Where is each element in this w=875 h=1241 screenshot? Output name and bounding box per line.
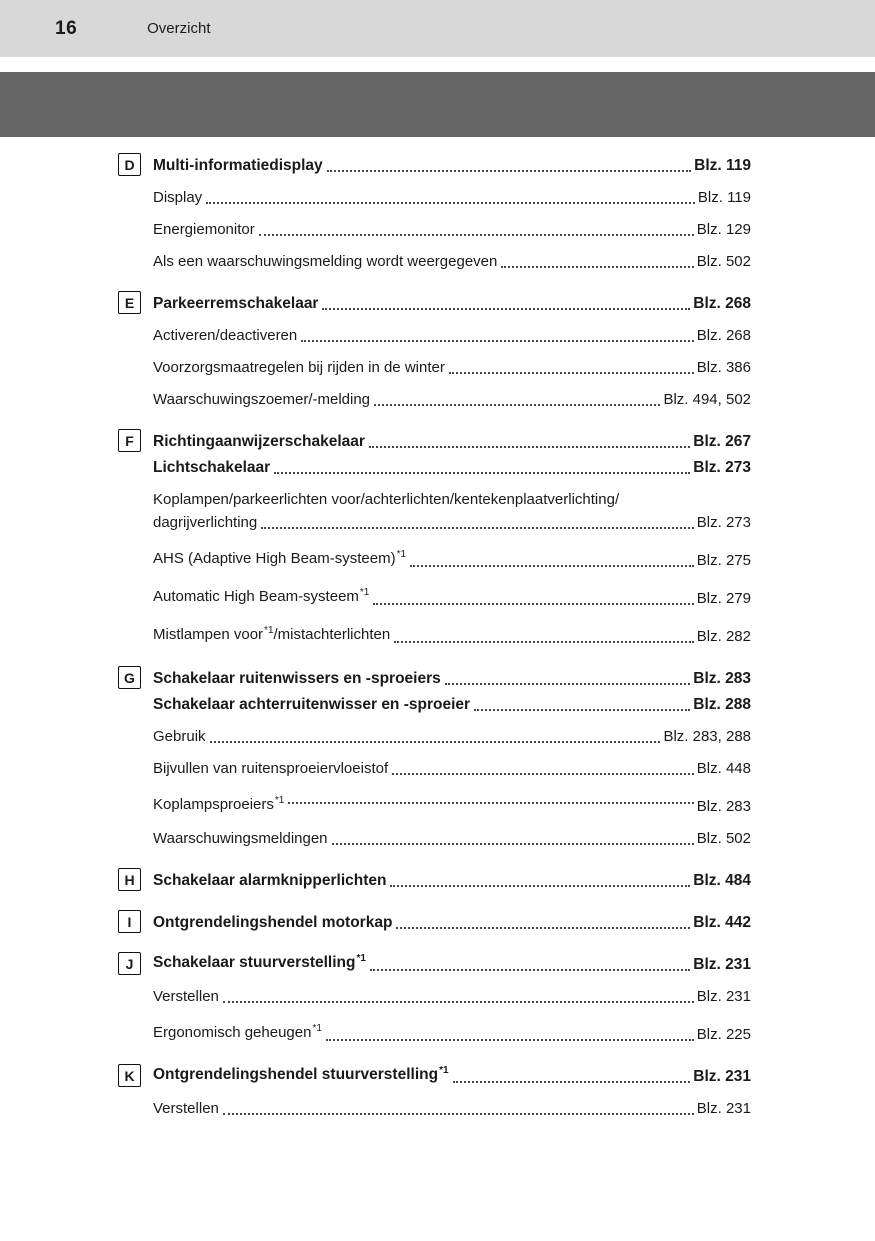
toc-section-f [118, 429, 751, 647]
entry-label [153, 432, 365, 452]
toc-subentry-row [118, 727, 751, 747]
footnote-marker: *1 [396, 549, 407, 560]
dotted-leader [370, 969, 690, 971]
footnote-marker: *1 [312, 1023, 322, 1034]
page-reference: Blz. 442 [693, 914, 751, 931]
page-reference: Blz. 231 [696, 988, 751, 1005]
entry-text: Gebruik [153, 728, 206, 745]
entry-text: /mistachterlichten [273, 626, 391, 643]
toc-subentry [118, 587, 751, 609]
dotted-leader [445, 683, 691, 685]
page-reference: Blz. 231 [693, 956, 751, 973]
page-reference: Blz. 283 [696, 798, 751, 815]
dotted-leader [223, 1113, 694, 1115]
toc-subentry [118, 1023, 751, 1045]
toc-entry [118, 153, 751, 176]
entry-text: Schakelaar achterruitenwisser en -sproeier [153, 696, 471, 713]
toc-subentry [118, 220, 751, 240]
page-reference: Blz. 129 [696, 221, 751, 238]
toc-entry [118, 868, 751, 891]
entry-label [153, 829, 328, 849]
entry-label [153, 987, 219, 1007]
footnote-marker: *1 [356, 953, 366, 964]
toc [118, 153, 751, 1119]
dotted-leader [259, 234, 694, 236]
toc-entry [118, 1064, 751, 1087]
page-reference: Blz. 268 [693, 295, 751, 312]
entry-text: Waarschuwingszoemer/-melding [153, 391, 371, 408]
dotted-leader [326, 1039, 694, 1041]
entry-label [153, 458, 270, 478]
dotted-leader [288, 802, 693, 804]
dotted-leader [396, 927, 690, 929]
entry-text: Schakelaar stuurverstelling [153, 954, 356, 971]
entry-text: Ergonomisch geheugen [153, 1024, 312, 1041]
entry-text: Automatic High Beam-systeem [153, 588, 359, 605]
section-letter-badge: F [118, 429, 141, 452]
page-reference: Blz. 494, 502 [663, 391, 751, 408]
entry-text: dagrijverlichting [153, 514, 258, 531]
entry-text: Ontgrendelingshendel stuurverstelling [153, 1066, 439, 1083]
dotted-leader [322, 308, 690, 310]
page-reference: Blz. 502 [696, 253, 751, 270]
section-letter-badge: H [118, 868, 141, 891]
toc-subentry [118, 987, 751, 1007]
dotted-leader [261, 527, 694, 529]
entry-text: Ontgrendelingshendel motorkap [153, 914, 393, 931]
page-reference: Blz. 288 [693, 696, 751, 713]
entry-label [153, 871, 386, 891]
page-reference: Blz. 275 [696, 552, 751, 569]
toc-subentry-row [118, 220, 751, 240]
dotted-leader [392, 773, 694, 775]
entry-label [153, 795, 284, 817]
toc-entry [118, 695, 751, 715]
toc-subentry [118, 358, 751, 378]
entry-text: Verstellen [153, 1100, 219, 1117]
toc-subentry [118, 188, 751, 208]
section-letter-badge: I [118, 910, 141, 933]
page-reference: Blz. 484 [693, 872, 751, 889]
entry-text: Energiemonitor [153, 221, 255, 238]
entry-label [153, 220, 255, 240]
entry-label [153, 294, 318, 314]
entry-label [153, 252, 497, 272]
entry-text: Bijvullen van ruitensproeiervloeistof [153, 760, 389, 777]
page-reference: Blz. 268 [696, 327, 751, 344]
section-letter-badge: K [118, 1064, 141, 1087]
dotted-leader [210, 741, 661, 743]
toc-subentry-row [118, 188, 751, 208]
footnote-marker: *1 [264, 625, 274, 636]
entry-text: Activeren/deactiveren [153, 327, 298, 344]
dotted-leader [373, 603, 693, 605]
entry-label [153, 587, 369, 609]
footnote-marker: *1 [439, 1065, 449, 1076]
dotted-leader [332, 843, 694, 845]
toc-subentry-row [118, 795, 751, 817]
toc-subentry [118, 490, 751, 533]
entry-text: Mistlampen voor [153, 626, 264, 643]
toc-subentry-row [118, 587, 751, 609]
toc-subentry-row [118, 1023, 751, 1045]
toc-subentry [118, 390, 751, 410]
page-reference: Blz. 119 [697, 189, 751, 206]
dotted-leader [301, 340, 694, 342]
entry-label [153, 390, 370, 410]
entry-text: Lichtschakelaar [153, 459, 271, 476]
dotted-leader [449, 372, 694, 374]
page-reference: Blz. 282 [696, 628, 751, 645]
page-reference: Blz. 231 [693, 1068, 751, 1085]
dotted-leader [410, 565, 694, 567]
entry-text: Multi-informatiedisplay [153, 157, 323, 174]
entry-label [153, 549, 406, 571]
section-divider-band [0, 72, 875, 137]
dotted-leader [474, 709, 690, 711]
dotted-leader [390, 885, 690, 887]
page-header [0, 0, 875, 57]
entry-text: Verstellen [153, 988, 219, 1005]
toc-section-i [118, 910, 751, 933]
dotted-leader [206, 202, 695, 204]
toc-entry [118, 910, 751, 933]
entry-label [153, 913, 392, 933]
toc-subentry [118, 1099, 751, 1119]
entry-text-line1: Koplampen/parkeerlichten voor/achterlichten/kentekenplaatverlichting/ [153, 491, 620, 508]
footnote-marker: *1 [274, 795, 285, 806]
entry-label [153, 727, 206, 747]
page-reference: Blz. 273 [696, 514, 751, 531]
toc-subentry-row [118, 1099, 751, 1119]
section-letter-badge: D [118, 153, 141, 176]
entry-text: Koplampsproeiers [153, 796, 274, 813]
toc-entry [118, 666, 751, 689]
section-letter-badge: G [118, 666, 141, 689]
entry-text: Als een waarschuwingsmelding wordt weergegeven [153, 253, 498, 270]
toc-section-d [118, 153, 751, 272]
entry-text: Display [153, 189, 203, 206]
entry-text: Richtingaanwijzerschakelaar [153, 433, 365, 450]
entry-text: Schakelaar ruitenwissers en -sproeiers [153, 670, 441, 687]
toc-section-g [118, 666, 751, 849]
entry-text: Schakelaar alarmknipperlichten [153, 872, 387, 889]
page-reference: Blz. 502 [696, 830, 751, 847]
dotted-leader [274, 472, 690, 474]
page-number: 16 [55, 17, 78, 39]
page-reference: Blz. 448 [696, 760, 751, 777]
entry-text: Voorzorgsmaatregelen bij rijden in de winter [153, 359, 445, 376]
entry-label [153, 326, 297, 346]
entry-label [153, 759, 388, 779]
chapter-title: Overzicht [147, 20, 211, 37]
toc-subentry-row [118, 759, 751, 779]
toc-subentry [118, 829, 751, 849]
toc-subentry-row [118, 829, 751, 849]
page-reference: Blz. 283, 288 [663, 728, 751, 745]
entry-text: Parkeerremschakelaar [153, 295, 319, 312]
toc-entry [118, 952, 751, 975]
entry-label [153, 513, 257, 533]
toc-entry [118, 291, 751, 314]
dotted-leader [394, 641, 694, 643]
toc-subentry-row [118, 358, 751, 378]
entry-label [153, 1023, 322, 1045]
page-reference: Blz. 283 [693, 670, 751, 687]
toc-entry [118, 429, 751, 452]
toc-subentry-row [118, 513, 751, 533]
page-reference: Blz. 267 [693, 433, 751, 450]
entry-text: Waarschuwingsmeldingen [153, 830, 328, 847]
toc-subentry-row [118, 549, 751, 571]
toc-section-e [118, 291, 751, 410]
dotted-leader [453, 1081, 691, 1083]
page-reference: Blz. 279 [696, 590, 751, 607]
dotted-leader [501, 266, 693, 268]
entry-label [153, 1099, 219, 1119]
section-letter-badge: J [118, 952, 141, 975]
toc-entry [118, 458, 751, 478]
page-reference: Blz. 231 [696, 1100, 751, 1117]
section-letter-badge: E [118, 291, 141, 314]
entry-label [153, 669, 441, 689]
entry-text: AHS (Adaptive High Beam-systeem) [153, 550, 396, 567]
toc-section-j [118, 952, 751, 1045]
dotted-leader [369, 446, 690, 448]
entry-label [153, 695, 470, 715]
entry-label [153, 188, 202, 208]
entry-label [153, 953, 366, 975]
toc-subentry [118, 759, 751, 779]
toc-subentry-row [118, 625, 751, 647]
toc-subentry [118, 549, 751, 571]
toc-subentry-row [118, 326, 751, 346]
entry-label [153, 156, 323, 176]
entry-label [153, 1065, 449, 1087]
toc-subentry [118, 727, 751, 747]
toc-subentry-row [118, 987, 751, 1007]
dotted-leader [327, 170, 691, 172]
entry-label [153, 625, 390, 647]
page-reference: Blz. 386 [696, 359, 751, 376]
page-reference: Blz. 273 [693, 459, 751, 476]
page-reference: Blz. 119 [694, 157, 751, 174]
footnote-marker: *1 [359, 587, 370, 598]
dotted-leader [223, 1001, 694, 1003]
entry-label [153, 358, 445, 378]
page-reference: Blz. 225 [696, 1026, 751, 1043]
toc-subentry [118, 252, 751, 272]
toc-subentry-row [118, 252, 751, 272]
toc-subentry [118, 795, 751, 817]
toc-subentry [118, 625, 751, 647]
toc-subentry [118, 326, 751, 346]
toc-section-k [118, 1064, 751, 1119]
toc-section-h [118, 868, 751, 891]
dotted-leader [374, 404, 660, 406]
toc-subentry-row [118, 390, 751, 410]
